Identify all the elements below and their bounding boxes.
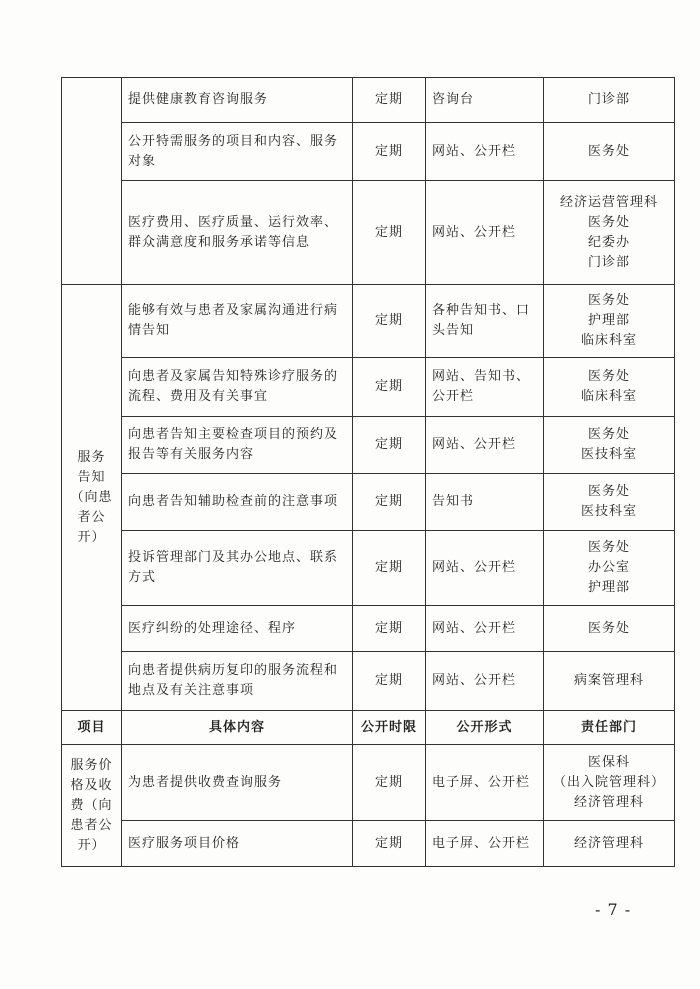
category-line: 服务 [77,449,106,465]
dept-line: 门诊部 [587,92,630,107]
header-project: 项目 [62,711,122,745]
category-line: 患者公 [70,817,113,833]
dept-cell [544,606,675,652]
dept-cell [544,474,675,531]
header-content: 具体内容 [122,711,353,745]
dept-cell [544,652,675,711]
content-cell: 向患者告知辅助检查前的注意事项 [122,474,353,531]
dept-cell [544,358,675,417]
table-row [62,652,675,711]
dept-line: 医务处 [587,369,630,384]
dept-line: 医保科 [587,754,630,770]
dept-line: 医务处 [587,620,630,636]
content-cell: 医疗服务项目价格 [122,821,353,867]
dept-cell [544,123,675,181]
period-cell: 定期 [353,358,426,417]
dept-line: 护理部 [587,313,630,328]
dept-line: 医务处 [587,293,630,308]
period-cell: 定期 [353,652,426,711]
category-line: 格及收 [70,777,113,793]
form-cell: 网站、公开栏 [426,531,544,606]
content-cell: 向患者提供病历复印的服务流程和地点及有关注意事项 [122,652,353,711]
header-row [62,711,675,745]
dept-line: 经济管理科 [573,835,644,851]
page-number: - 7 - [595,900,632,919]
content-cell: 向患者告知主要检查项目的预约及报告等有关服务内容 [122,417,353,474]
period-cell: 定期 [353,285,426,358]
table-row [62,417,675,474]
dept-line: 经济管理科 [573,794,644,810]
dept-line: 护理部 [587,580,630,595]
dept-line: 临床科室 [580,389,637,404]
category-line: 告知 [77,469,106,485]
dept-cell [544,181,675,285]
table-row [62,745,675,821]
content-cell: 能够有效与患者及家属沟通进行病情告知 [122,285,353,358]
dept-line: 医技科室 [580,447,637,462]
content-cell: 医疗纠纷的处理途径、程序 [122,606,353,652]
dept-line: 病案管理科 [573,673,644,688]
content-cell: 为患者提供收费查询服务 [122,745,353,821]
category-cell [62,745,122,867]
table-row [62,474,675,531]
form-cell: 电子屏、公开栏 [426,821,544,867]
content-cell: 投诉管理部门及其办公地点、联系方式 [122,531,353,606]
dept-cell [544,531,675,606]
period-cell: 定期 [353,531,426,606]
dept-line: 办公室 [587,560,630,575]
period-cell: 定期 [353,606,426,652]
dept-cell [544,78,675,123]
category-cell [62,285,122,711]
table-row [62,531,675,606]
dept-line: 门诊部 [587,254,630,270]
dept-line: 医务处 [587,484,630,499]
disclosure-table [61,77,675,867]
content-cell: 向患者及家属告知特殊诊疗服务的流程、费用及有关事宜 [122,358,353,417]
table-row [62,821,675,867]
form-cell: 告知书 [426,474,544,531]
dept-cell [544,417,675,474]
table-row [62,358,675,417]
header-form: 公开形式 [426,711,544,745]
content-cell: 公开特需服务的项目和内容、服务对象 [122,123,353,181]
period-cell: 定期 [353,745,426,821]
header-period: 公开时限 [353,711,426,745]
table-row [62,285,675,358]
table-row [62,181,675,285]
dept-line: 临床科室 [580,333,637,348]
dept-line: 医务处 [587,143,630,159]
table-body [62,78,675,867]
period-cell: 定期 [353,181,426,285]
form-cell: 网站、告知书、公开栏 [426,358,544,417]
category-line: 服务价 [70,757,113,773]
category-cell-empty [62,78,122,285]
dept-cell [544,745,675,821]
content-cell: 医疗费用、医疗质量、运行效率、群众满意度和服务承诺等信息 [122,181,353,285]
dept-line: 经济运营管理科 [559,194,658,210]
form-cell: 电子屏、公开栏 [426,745,544,821]
period-cell: 定期 [353,123,426,181]
dept-line: （出入院管理科） [552,774,665,790]
table-row [62,123,675,181]
category-line: （向患 [70,489,113,505]
period-cell: 定期 [353,821,426,867]
content-cell: 提供健康教育咨询服务 [122,78,353,123]
dept-line: 医技科室 [580,504,637,519]
form-cell: 咨询台 [426,78,544,123]
dept-cell [544,285,675,358]
category-line: 开） [77,837,106,853]
table-row [62,606,675,652]
form-cell: 网站、公开栏 [426,606,544,652]
header-dept: 责任部门 [544,711,675,745]
period-cell: 定期 [353,417,426,474]
dept-cell [544,821,675,867]
table-row [62,78,675,123]
dept-line: 医务处 [587,214,630,230]
form-cell: 网站、公开栏 [426,181,544,285]
form-cell: 网站、公开栏 [426,123,544,181]
dept-line: 医务处 [587,540,630,555]
form-cell: 网站、公开栏 [426,652,544,711]
category-line: 费（向 [70,797,113,813]
form-cell: 各种告知书、口头告知 [426,285,544,358]
period-cell: 定期 [353,474,426,531]
period-cell: 定期 [353,78,426,123]
form-cell: 网站、公开栏 [426,417,544,474]
dept-line: 纪委办 [587,234,630,250]
dept-line: 医务处 [587,427,630,442]
category-line: 开） [77,529,106,545]
category-line: 者公 [77,509,106,525]
